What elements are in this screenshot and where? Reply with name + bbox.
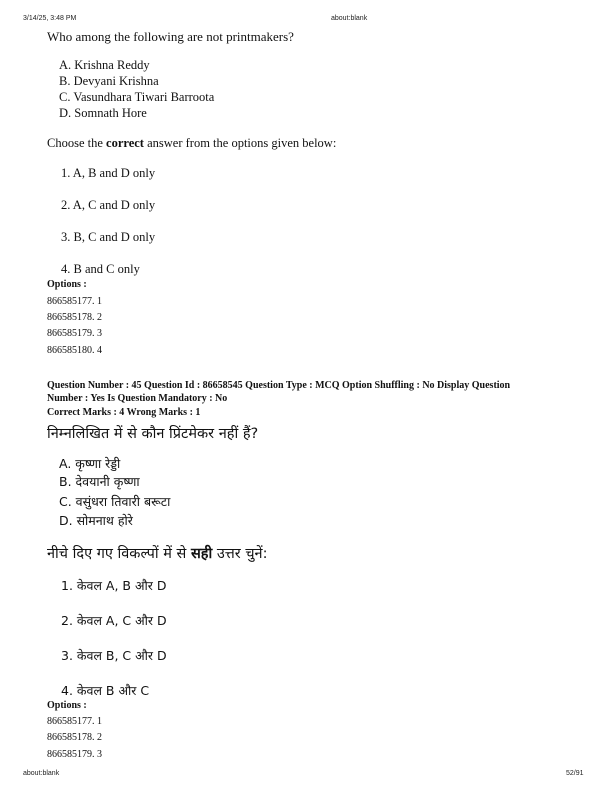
instruction-en xyxy=(47,136,336,151)
options-label-hi: Options : xyxy=(47,700,87,711)
answer-choice-4-en: 4. B and C only xyxy=(61,262,140,276)
question-option-d-en: D. Somnath Hore xyxy=(59,106,147,120)
question-text-en: Who among the following are not printmakers? xyxy=(47,29,294,44)
option-id-hi-1: 866585177. 1 xyxy=(47,716,102,727)
print-url: about:blank xyxy=(331,15,368,22)
footer-url: about:blank xyxy=(23,770,60,777)
question-option-b-hi: B. देवयानी कृष्णा xyxy=(59,474,140,489)
option-id-4: 866585180. 4 xyxy=(47,345,102,356)
instruction-post: answer from the options given below: xyxy=(143,136,337,150)
question-option-a-hi: A. कृष्णा रेड्डी xyxy=(59,456,121,471)
question-meta-line1: Question Number : 45 Question Id : 86658545 Question Type : MCQ Option Shuffling : No Display Question xyxy=(47,380,511,391)
question-option-c-en: C. Vasundhara Tiwari Barroota xyxy=(59,90,215,104)
option-id-2: 866585178. 2 xyxy=(47,312,102,323)
page-number: 52/91 xyxy=(566,770,584,777)
instruction-pre-hi: नीचे दिए गए विकल्पों में से xyxy=(47,546,191,562)
answer-choice-1-hi: 1. केवल A, B और D xyxy=(61,578,167,593)
options-label-en: Options : xyxy=(47,279,87,290)
print-datetime: 3/14/25, 3:48 PM xyxy=(23,15,77,22)
question-option-c-hi: C. वसुंधरा तिवारी बरूटा xyxy=(59,494,171,509)
question-meta-line2: Number : Yes Is Question Mandatory : No xyxy=(47,393,228,404)
instruction-bold: correct xyxy=(106,136,144,150)
question-meta-line3: Correct Marks : 4 Wrong Marks : 1 xyxy=(47,407,201,418)
question-option-b-en: B. Devyani Krishna xyxy=(59,74,159,88)
instruction-post-hi: उत्तर चुनें: xyxy=(212,546,268,562)
option-id-3: 866585179. 3 xyxy=(47,328,102,339)
instruction-bold-hi: सही xyxy=(190,546,213,562)
answer-choice-1-en: 1. A, B and D only xyxy=(61,166,156,180)
answer-choice-2-en: 2. A, C and D only xyxy=(61,198,156,212)
question-option-d-hi: D. सोमनाथ होरे xyxy=(59,513,133,528)
answer-choice-3-hi: 3. केवल B, C और D xyxy=(61,648,167,663)
instruction-hi xyxy=(47,543,268,563)
option-id-hi-3: 866585179. 3 xyxy=(47,749,102,760)
answer-choice-4-hi: 4. केवल B और C xyxy=(61,683,150,698)
option-id-hi-2: 866585178. 2 xyxy=(47,732,102,743)
answer-choice-2-hi: 2. केवल A, C और D xyxy=(61,613,167,628)
question-text-hi: निम्नलिखित में से कौन प्रिंटमेकर नहीं हैं? xyxy=(47,426,259,442)
option-id-1: 866585177. 1 xyxy=(47,296,102,307)
question-option-a-en: A. Krishna Reddy xyxy=(59,58,150,72)
instruction-pre: Choose the xyxy=(47,136,107,150)
answer-choice-3-en: 3. B, C and D only xyxy=(61,230,156,244)
